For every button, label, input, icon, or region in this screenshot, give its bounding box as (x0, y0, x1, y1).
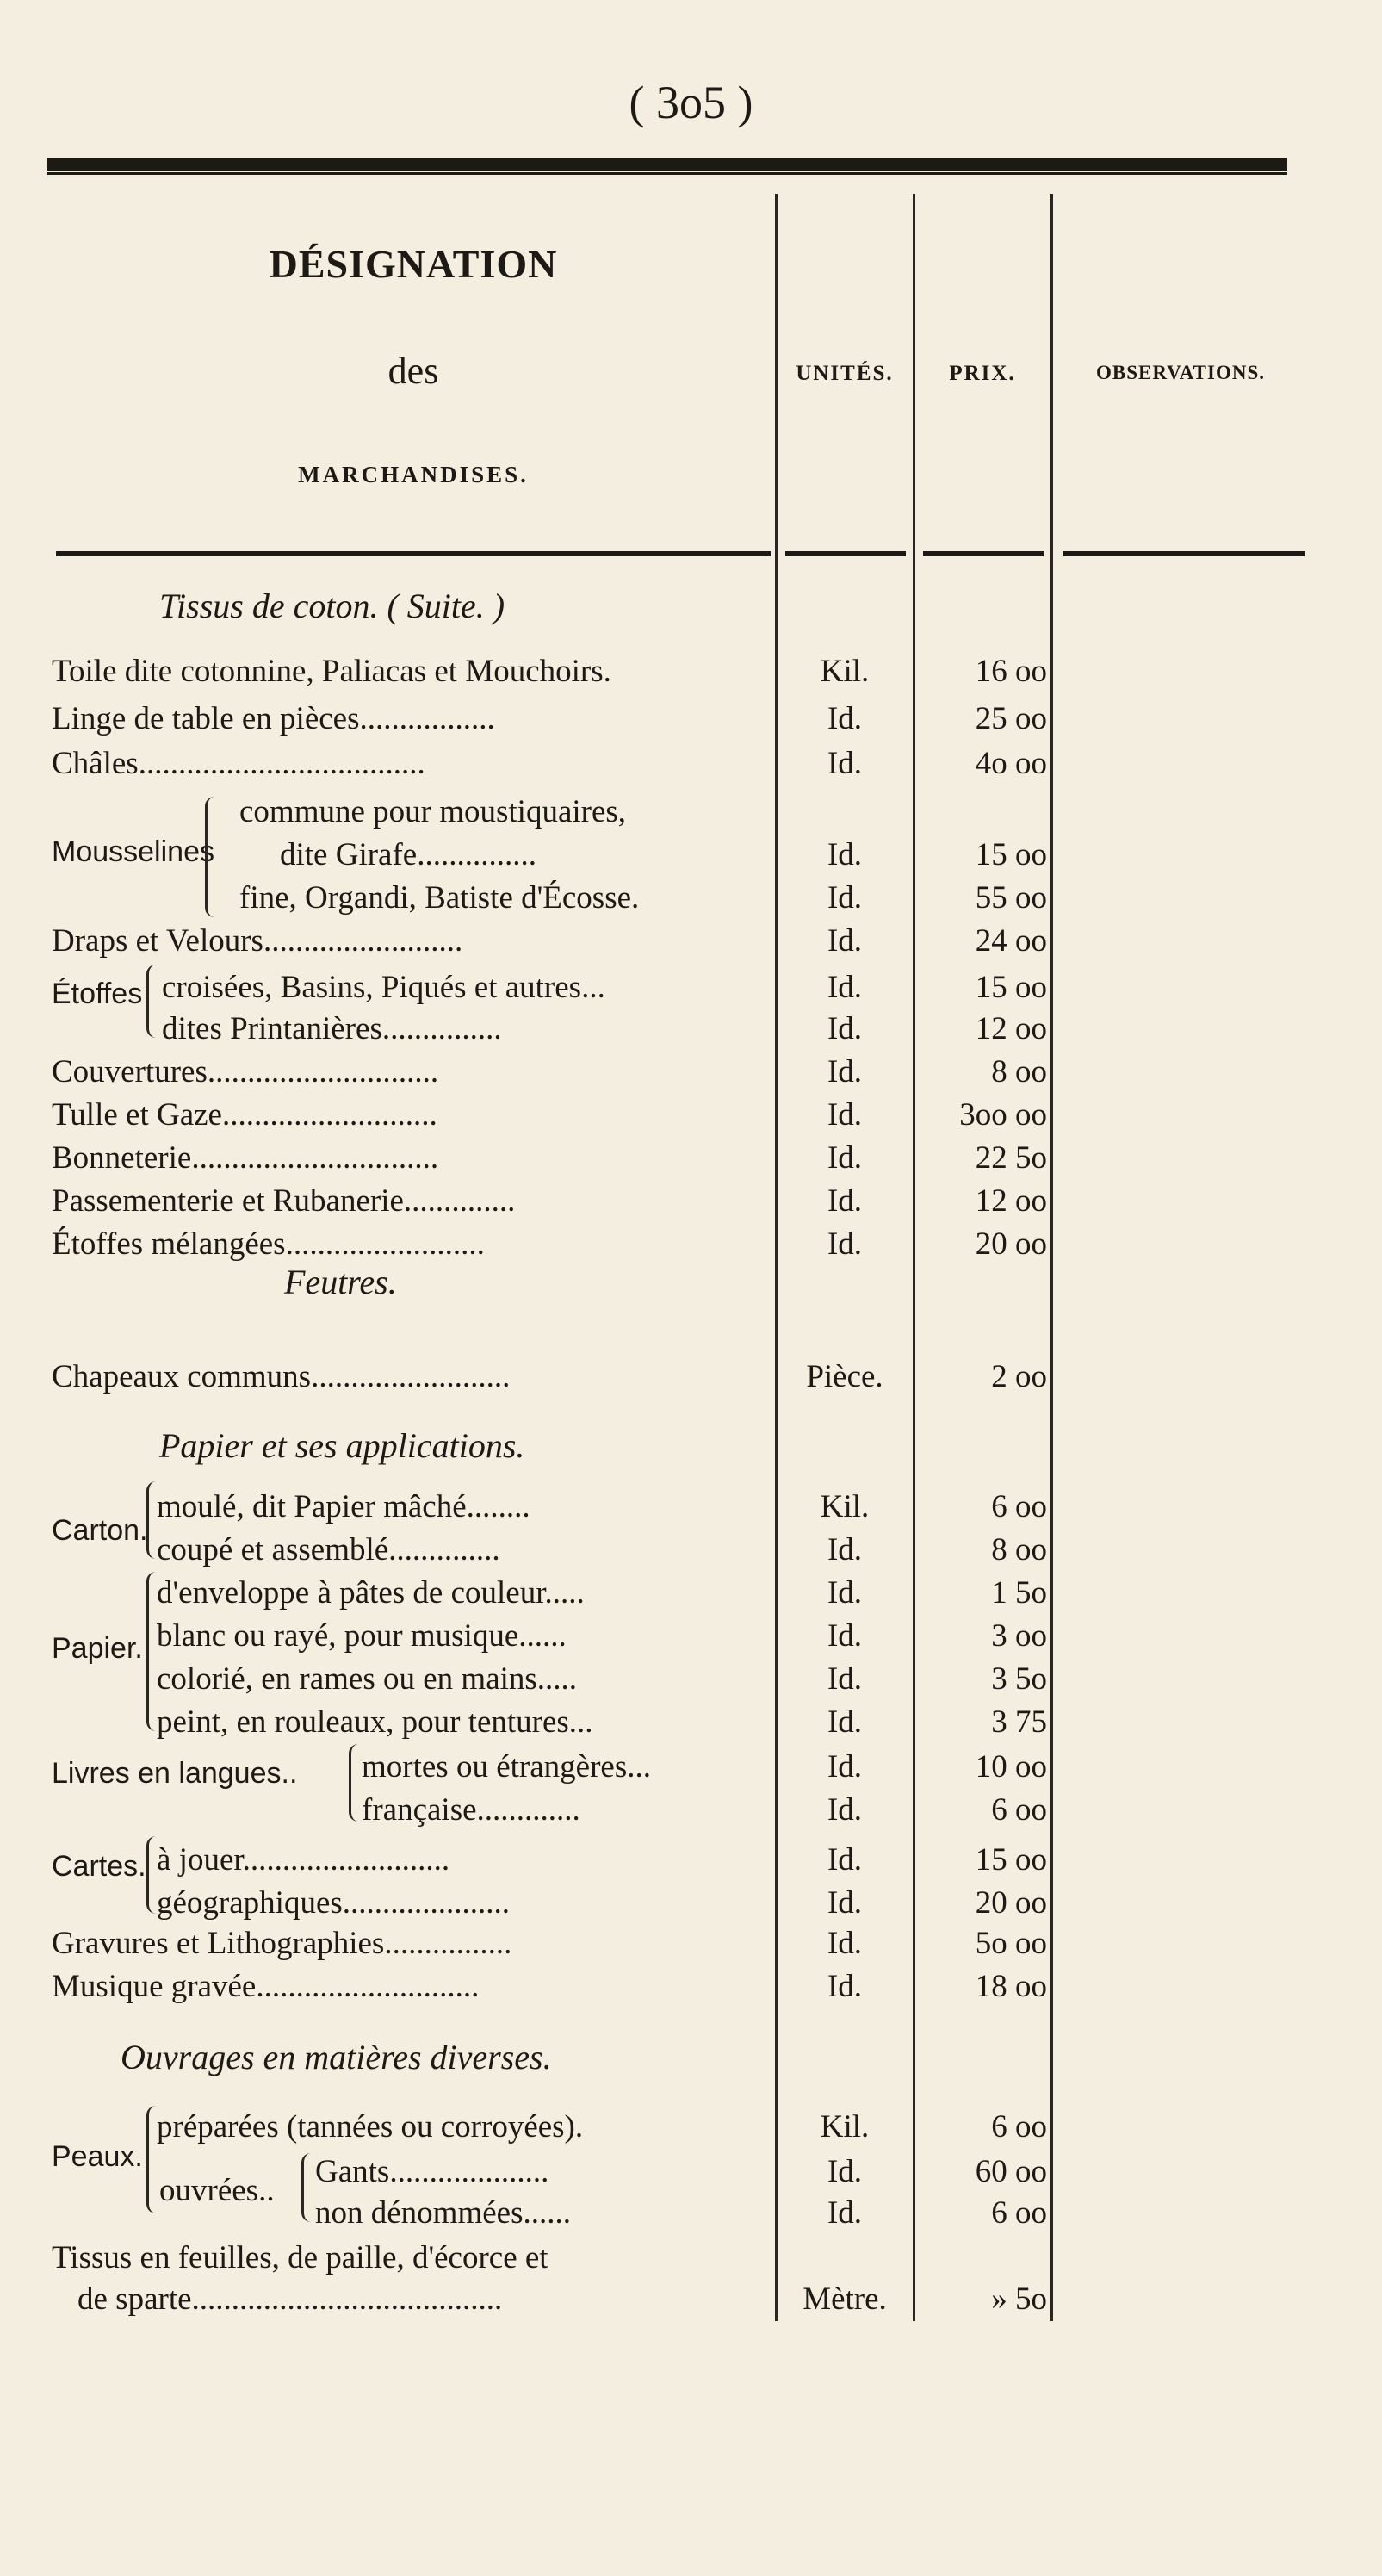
row-description: géographiques..................... (157, 1885, 511, 1921)
row-unit: Id. (827, 1140, 863, 1176)
table-row (0, 1965, 1382, 2008)
row-description: Tissus en feuilles, de paille, d'écorce et (52, 2240, 548, 2275)
row-unit: Id. (827, 1661, 863, 1697)
row-unit: Id. (827, 1969, 863, 2004)
row-description: peint, en rouleaux, pour tentures... (157, 1704, 593, 1740)
row-price: 1 5o (991, 1575, 1047, 1611)
row-description: Draps et Velours......................... (52, 923, 463, 959)
table-row (0, 1572, 1382, 1615)
row-unit: Id. (827, 1704, 863, 1740)
row-unit: Id. (827, 1749, 863, 1785)
row-description: française............. (362, 1792, 580, 1828)
table-row (0, 742, 1382, 785)
table-row (0, 650, 1382, 693)
row-price: 22 5o (975, 1140, 1047, 1176)
table-row (0, 1839, 1382, 1882)
section-title: Feutres. (284, 1263, 397, 1301)
section-title: Ouvrages en matières diverses. (121, 2038, 552, 2076)
table-row (0, 698, 1382, 741)
row-unit: Id. (827, 1575, 863, 1611)
row-description: commune pour moustiquaires, (239, 794, 627, 829)
table-row (0, 834, 1382, 877)
row-price: 20 oo (975, 1226, 1047, 1262)
header-designation: DÉSIGNATION (269, 242, 558, 286)
group-label: Livres en langues.. (52, 1757, 298, 1790)
row-unit: Id. (827, 1183, 863, 1219)
row-price: 8 oo (991, 1532, 1047, 1567)
row-price: 6 oo (991, 2195, 1047, 2231)
row-unit: Kil. (820, 654, 870, 689)
row-unit: Id. (827, 923, 863, 959)
table-row (0, 2278, 1382, 2321)
row-price: 60 oo (975, 2154, 1047, 2189)
table-row (0, 1658, 1382, 1701)
top-rule-thin (47, 172, 1287, 175)
top-rule (47, 158, 1287, 171)
row-description: de sparte....................................... (77, 2281, 503, 2317)
row-description: colorié, en rames ou en mains..... (157, 1661, 578, 1697)
group-label: Carton. (52, 1514, 148, 1547)
row-price: 25 oo (975, 701, 1047, 736)
row-price: 6 oo (991, 1792, 1047, 1828)
row-description: mortes ou étrangères... (362, 1749, 651, 1785)
row-unit: Id. (827, 1618, 863, 1654)
row-unit: Id. (827, 880, 863, 916)
row-unit: Id. (827, 1054, 863, 1089)
row-unit: Id. (827, 1532, 863, 1567)
table-row (0, 1746, 1382, 1789)
group-label: ouvrées.. (159, 2173, 275, 2208)
row-unit: Id. (827, 2154, 863, 2189)
row-price: 3 5o (991, 1661, 1047, 1697)
table-row (0, 1094, 1382, 1137)
header-des: des (387, 350, 439, 392)
table-row (0, 1789, 1382, 1832)
table-row (0, 966, 1382, 1009)
header-observations: OBSERVATIONS. (1095, 362, 1266, 383)
table-row (0, 1051, 1382, 1094)
row-description: Tulle et Gaze........................... (52, 1097, 437, 1133)
row-description: Linge de table en pièces................. (52, 701, 495, 736)
row-description: croisées, Basins, Piqués et autres... (162, 970, 605, 1005)
header-rule (1063, 551, 1305, 556)
table-row (0, 920, 1382, 963)
row-price: 16 oo (975, 654, 1047, 689)
page-number: ( 3o5 ) (629, 77, 753, 128)
row-unit: Id. (827, 1226, 863, 1262)
row-price: 24 oo (975, 923, 1047, 959)
table-row (0, 2106, 1382, 2149)
table-row (0, 2237, 1382, 2280)
row-price: 15 oo (975, 1842, 1047, 1878)
group-label: Papier. (52, 1632, 143, 1665)
row-description: Châles.................................... (52, 746, 425, 781)
group-label: Peaux. (52, 2140, 143, 2173)
header-units: UNITÉS. (796, 362, 894, 385)
group-label: Étoffes (52, 978, 143, 1010)
row-price: 3oo oo (959, 1097, 1047, 1133)
row-description: blanc ou rayé, pour musique...... (157, 1618, 567, 1654)
row-unit: Id. (827, 970, 863, 1005)
section-title: Tissus de coton. ( Suite. ) (159, 587, 505, 625)
row-unit: Kil. (820, 2109, 870, 2145)
header-rule (923, 551, 1044, 556)
row-description: fine, Organdi, Batiste d'Écosse. (239, 880, 640, 916)
row-unit: Id. (827, 1792, 863, 1828)
row-unit: Mètre. (803, 2281, 887, 2317)
group-label: Cartes. (52, 1850, 146, 1883)
table-row (0, 1356, 1382, 1399)
row-price: 20 oo (975, 1885, 1047, 1921)
row-description: dite Girafe............... (280, 837, 536, 872)
row-price: » 5o (991, 2281, 1047, 2317)
row-description: d'enveloppe à pâtes de couleur..... (157, 1575, 585, 1611)
table-row (0, 1486, 1382, 1529)
table-row (0, 2151, 1382, 2194)
table-row (0, 1223, 1382, 1266)
row-price: 12 oo (975, 1183, 1047, 1219)
row-price: 3 oo (991, 1618, 1047, 1654)
row-unit: Id. (827, 1097, 863, 1133)
header-price: PRIX. (949, 362, 1016, 385)
table-row (0, 1922, 1382, 1965)
header-merchandises: MARCHANDISES. (298, 462, 529, 487)
row-unit: Id. (827, 2195, 863, 2231)
row-description: Passementerie et Rubanerie.............. (52, 1183, 516, 1219)
row-price: 8 oo (991, 1054, 1047, 1089)
table-row (0, 877, 1382, 920)
row-unit: Kil. (820, 1489, 870, 1524)
row-price: 12 oo (975, 1011, 1047, 1046)
table-row (0, 1615, 1382, 1658)
row-description: Musique gravée............................ (52, 1969, 480, 2004)
row-price: 15 oo (975, 970, 1047, 1005)
table-row (0, 1529, 1382, 1572)
table-row (0, 791, 1382, 834)
section-title: Papier et ses applications. (159, 1426, 525, 1465)
row-unit: Id. (827, 837, 863, 872)
row-price: 4o oo (975, 746, 1047, 781)
row-unit: Id. (827, 1842, 863, 1878)
row-price: 6 oo (991, 2109, 1047, 2145)
row-price: 2 oo (991, 1359, 1047, 1394)
row-price: 15 oo (975, 837, 1047, 872)
row-unit: Pièce. (806, 1359, 883, 1394)
table-row (0, 2192, 1382, 2235)
row-description: non dénommées...... (315, 2195, 571, 2231)
header-rule (785, 551, 906, 556)
row-description: préparées (tannées ou corroyées). (157, 2109, 584, 2145)
row-unit: Id. (827, 746, 863, 781)
table-row (0, 1701, 1382, 1744)
row-description: Gants.................... (315, 2154, 549, 2189)
row-price: 10 oo (975, 1749, 1047, 1785)
group-label: Mousselines (52, 835, 214, 868)
row-description: Gravures et Lithographies................ (52, 1926, 512, 1961)
header-rule (56, 551, 771, 556)
row-price: 18 oo (975, 1969, 1047, 2004)
row-description: Toile dite cotonnine, Paliacas et Mouchoirs. (52, 654, 611, 689)
row-description: Étoffes mélangées......................... (52, 1226, 485, 1262)
table-row (0, 1008, 1382, 1051)
table-row (0, 1180, 1382, 1223)
row-unit: Id. (827, 1926, 863, 1961)
row-description: coupé et assemblé.............. (157, 1532, 500, 1567)
row-description: à jouer.......................... (157, 1842, 450, 1878)
row-description: Chapeaux communs......................... (52, 1359, 511, 1394)
row-unit: Id. (827, 1885, 863, 1921)
row-description: dites Printanières............... (162, 1011, 502, 1046)
row-unit: Id. (827, 701, 863, 736)
row-description: Couvertures............................. (52, 1054, 439, 1089)
row-price: 55 oo (975, 880, 1047, 916)
row-price: 5o oo (975, 1926, 1047, 1961)
row-unit: Id. (827, 1011, 863, 1046)
table-row (0, 1882, 1382, 1925)
row-description: moulé, dit Papier mâché........ (157, 1489, 530, 1524)
row-description: Bonneterie............................... (52, 1140, 439, 1176)
row-price: 3 75 (991, 1704, 1047, 1740)
table-row (0, 1137, 1382, 1180)
row-price: 6 oo (991, 1489, 1047, 1524)
